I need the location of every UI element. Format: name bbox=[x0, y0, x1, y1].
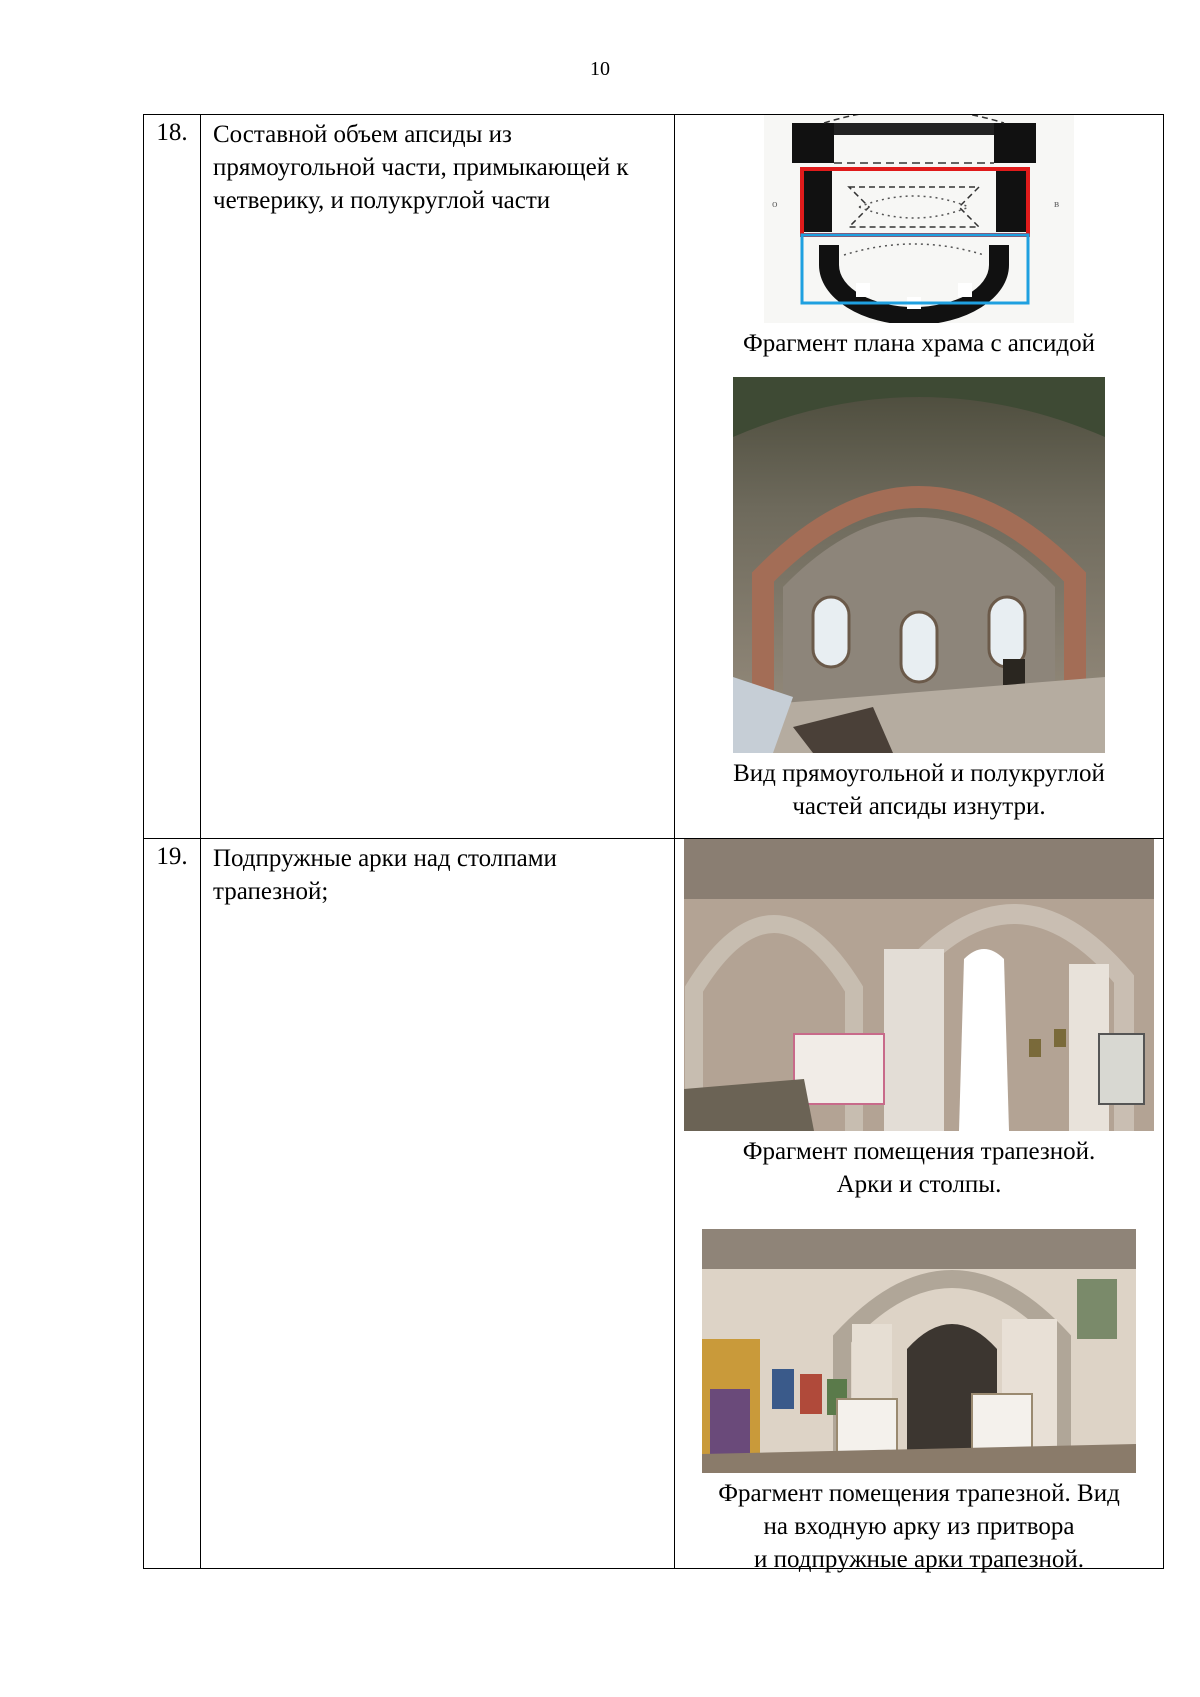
refectory-arches-photo bbox=[684, 839, 1154, 1131]
refectory-arches-figure bbox=[675, 839, 1163, 1201]
figure-caption: Фрагмент плана храма с апсидой bbox=[742, 330, 1096, 357]
figure-caption-line: Фрагмент помещения трапезной. Вид bbox=[718, 1480, 1120, 1507]
figure-caption-line: частей апсиды изнутри. bbox=[792, 793, 1046, 820]
page-number: 10 bbox=[590, 58, 610, 80]
table-row bbox=[144, 839, 1164, 1569]
figure-caption-line: и подпружные арки трапезной. bbox=[753, 1546, 1085, 1573]
figure-caption-line: Арки и столпы. bbox=[836, 1171, 1002, 1198]
figure-caption-line: Фрагмент помещения трапезной. bbox=[742, 1138, 1096, 1165]
row-description: Подпружные арки над столпами трапезной; bbox=[201, 839, 675, 1569]
figures-cell bbox=[675, 115, 1164, 839]
content-table bbox=[143, 114, 1164, 1573]
entrance-arch-figure bbox=[675, 1229, 1163, 1576]
figure-caption-line: на входную арку из притвора bbox=[763, 1513, 1075, 1540]
entrance-arch-photo bbox=[702, 1229, 1136, 1473]
row-number: 18. bbox=[144, 115, 201, 839]
row-number: 19. bbox=[144, 839, 201, 1569]
apse-interior-photo bbox=[733, 377, 1105, 753]
figure-caption-line: Вид прямоугольной и полукруглой bbox=[733, 760, 1105, 787]
plan-figure bbox=[675, 115, 1163, 360]
figures-cell bbox=[675, 839, 1164, 1573]
row-description: Составной объем апсиды из прямоугольной части, примыкающей к четверику, и полукруглой части bbox=[201, 115, 675, 839]
apse-plan-drawing bbox=[764, 115, 1074, 323]
svg-text:в: в bbox=[1054, 198, 1060, 210]
apse-interior-figure bbox=[675, 377, 1163, 823]
table-row bbox=[144, 115, 1164, 839]
svg-text:о: о bbox=[772, 198, 778, 210]
